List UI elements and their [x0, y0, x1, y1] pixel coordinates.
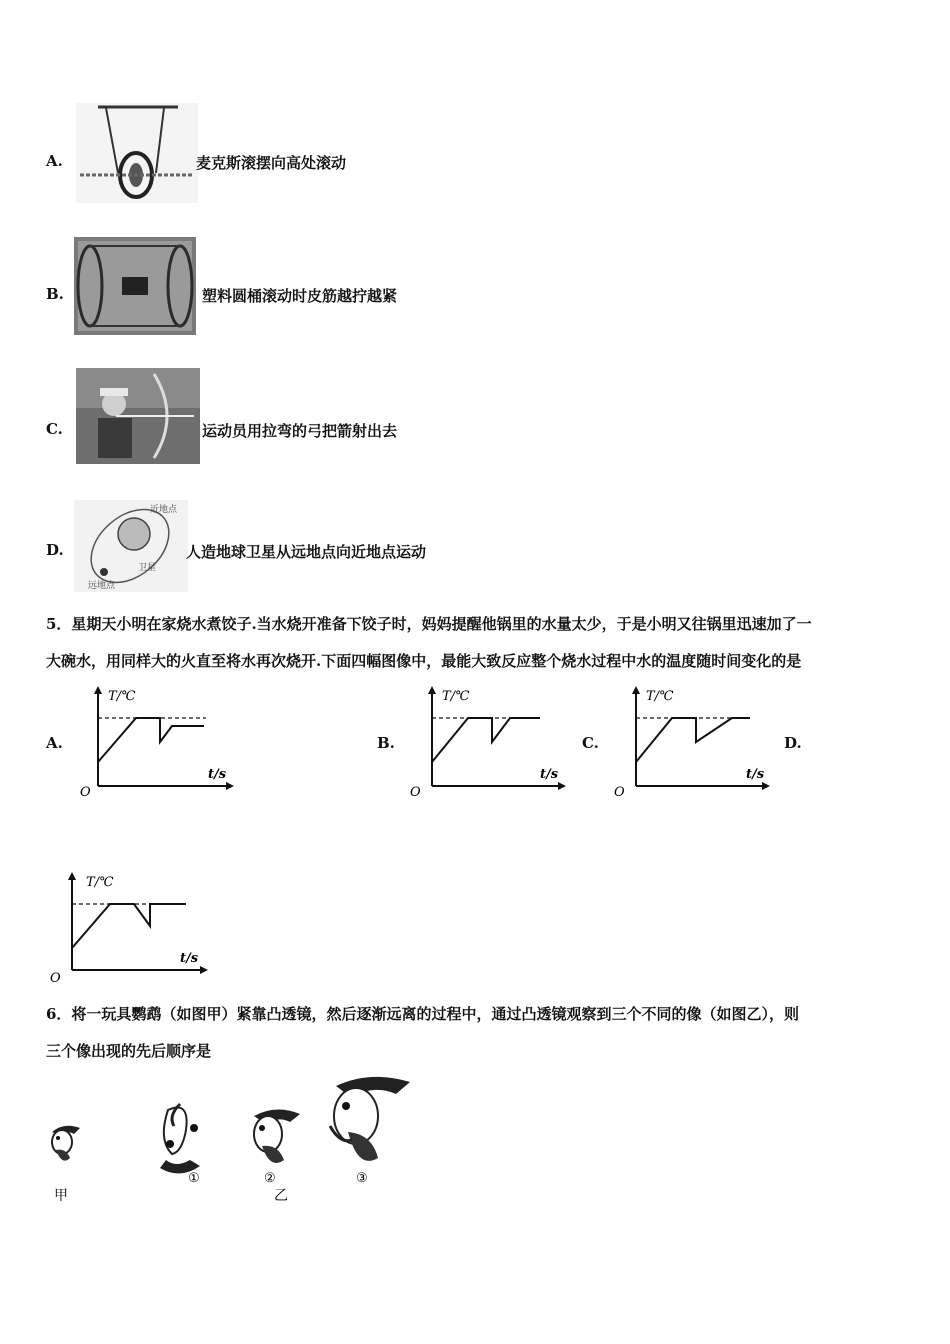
graph-d-ylabel: T/℃ — [86, 875, 114, 890]
plastic-drum-photo — [74, 237, 196, 335]
graph-a — [76, 684, 236, 800]
label-img1: ① — [188, 1171, 200, 1186]
q5-option-c-label: C. — [582, 734, 599, 752]
graph-b-origin: O — [410, 785, 421, 800]
label-jia: 甲 — [54, 1188, 68, 1204]
satellite-orbit-figure — [74, 500, 188, 592]
graph-a-origin: O — [80, 785, 91, 800]
graph-c-ylabel: T/℃ — [646, 689, 674, 704]
parrot-image-3 — [330, 1077, 410, 1161]
parrot-image-1 — [160, 1104, 200, 1174]
label-img2: ② — [264, 1171, 276, 1186]
graph-c-xlabel: t/s — [746, 767, 765, 782]
q5-option-a-label: A. — [46, 734, 63, 752]
graph-c-origin: O — [614, 785, 625, 800]
option-c-label: C. — [46, 420, 63, 438]
q6-line-2: 三个像出现的先后顺序是 — [46, 1042, 212, 1060]
option-a-text: 麦克斯滚摆向高处滚动 — [196, 154, 347, 172]
graph-a-ylabel: T/℃ — [108, 689, 136, 704]
graph-b-xlabel: t/s — [540, 767, 559, 782]
q5-option-d-label: D. — [784, 734, 802, 752]
option-a-label: A. — [46, 152, 63, 170]
graph-d — [46, 870, 210, 986]
graph-d-xlabel: t/s — [180, 951, 199, 966]
option-d-text: 人造地球卫星从远地点向近地点运动 — [186, 543, 427, 561]
far-point-label: 远地点 — [88, 581, 116, 591]
label-yi: 乙 — [274, 1188, 288, 1204]
option-b-text: 塑料圆桶滚动时皮筋越拧越紧 — [202, 287, 398, 305]
label-img3: ③ — [356, 1171, 368, 1186]
graph-b — [408, 684, 568, 800]
q6-line-1: 6．将一玩具鹦鹉（如图甲）紧靠凸透镜，然后逐渐远离的过程中，通过凸透镜观察到三个不同的像（如图乙），则 — [46, 1005, 799, 1023]
graph-b-ylabel: T/℃ — [442, 689, 470, 704]
archer-photo — [76, 368, 200, 464]
parrot-jia — [52, 1126, 80, 1161]
parrot-images-figure — [40, 1070, 420, 1210]
maxwell-pendulum-figure — [76, 103, 198, 203]
graph-d-origin: O — [50, 971, 61, 986]
q5-line-1: 5．星期天小明在家烧水煮饺子.当水烧开准备下饺子时，妈妈提醒他锅里的水量太少，于是小明又往锅里迅速加了一 — [46, 615, 812, 633]
near-point-label: 近地点 — [150, 505, 178, 515]
option-b-label: B. — [46, 285, 64, 303]
satellite-label: 卫星 — [138, 563, 157, 573]
q5-line-2: 大碗水，用同样大的火直至将水再次烧开.下面四幅图像中，最能大致反应整个烧水过程中水的温度随时间变化的是 — [46, 652, 802, 670]
q5-option-b-label: B. — [377, 734, 395, 752]
parrot-image-2 — [254, 1109, 300, 1162]
option-c-text: 运动员用拉弯的弓把箭射出去 — [202, 422, 398, 440]
option-d-label: D. — [46, 541, 64, 559]
graph-c — [612, 684, 772, 800]
graph-a-xlabel: t/s — [208, 767, 227, 782]
